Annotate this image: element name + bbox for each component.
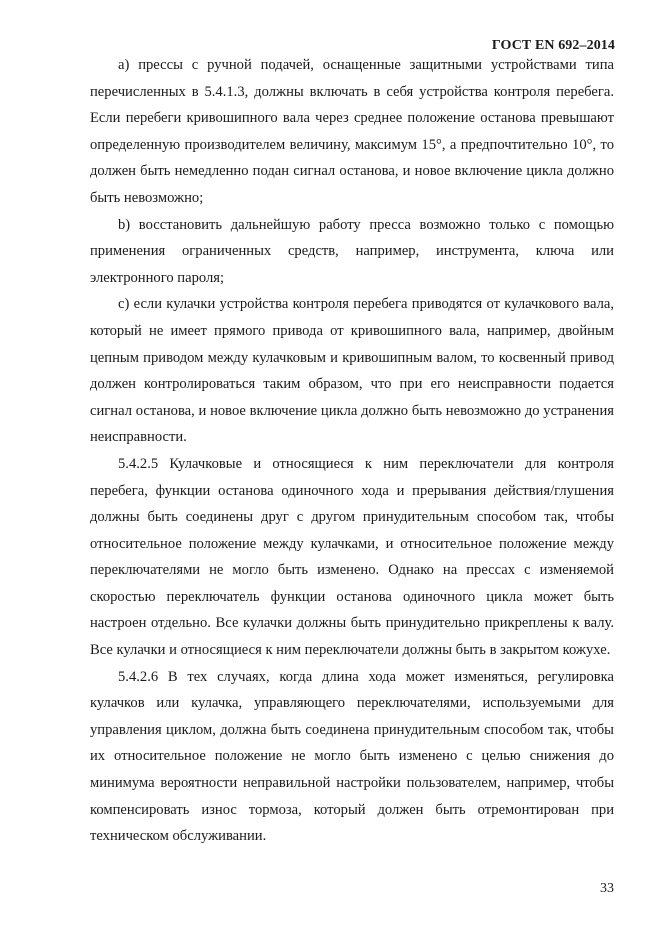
paragraph-clause-5-4-2-6: 5.4.2.6 В тех случаях, когда длина хода может изменяться, регулировка кулачков или кулачка, управляющего переключателями, используемыми для управления циклом, должна быть соединена принудительным способом так, чтобы их относительное положение не могло быть изменено с целью снижения до минимума вероятности неправильной настройки пользователем, например, чтобы компенсировать износ тормоза, который должен быть отремонтирован при техническом обслуживании.: [90, 668, 614, 845]
paragraph-item-c: с) если кулачки устройства контроля перебега приводятся от кулачкового вала, который не имеет прямого привода от кривошипного вала, например, двойным цепным приводом между кулачковым и кривошипным валом, то косвенный привод должен контролироваться таким образом, что при его неисправности подается сигнал останова, и новое включение цикла должно быть невозможно до устранения неисправности.: [90, 296, 614, 446]
document-body: [90, 52, 614, 850]
paragraph-item-b: b) восстановить дальнейшую работу пресса возможно только с помощью применения ограниченных средств, например, инструмента, ключа или электронного пароля;: [90, 216, 614, 286]
paragraph-clause-5-4-2-5: 5.4.2.5 Кулачковые и относящиеся к ним переключатели для контроля перебега, функции останова одиночного хода и прерывания действия/глушения должны быть соединены друг с другом принудительным способом так, чтобы относительное положение между кулачками, и относительное положение между переключателями не могло быть изменено. Однако на прессах с изменяемой скоростью переключатель функции останова одиночного цикла может быть настроен отдельно. Все кулачки должны быть принудительно прикреплены к валу. Все кулачки и относящиеся к ним переключатели должны быть в закрытом кожухе.: [90, 455, 614, 659]
page-number: 33: [600, 881, 614, 896]
document-header: ГОСТ EN 692–2014: [491, 38, 615, 53]
paragraph-item-a: а) прессы с ручной подачей, оснащенные защитными устройствами типа перечисленных в 5.4.1.3, должны включать в себя устройства контроля перебега. Если перебеги кривошипного вала через среднее положение останова превышают определенную производителем величину, максимум 15°, а предпочтительно 10°, то должен быть немедленно подан сигнал останова, и новое включение цикла должно быть невозможно;: [90, 57, 614, 206]
